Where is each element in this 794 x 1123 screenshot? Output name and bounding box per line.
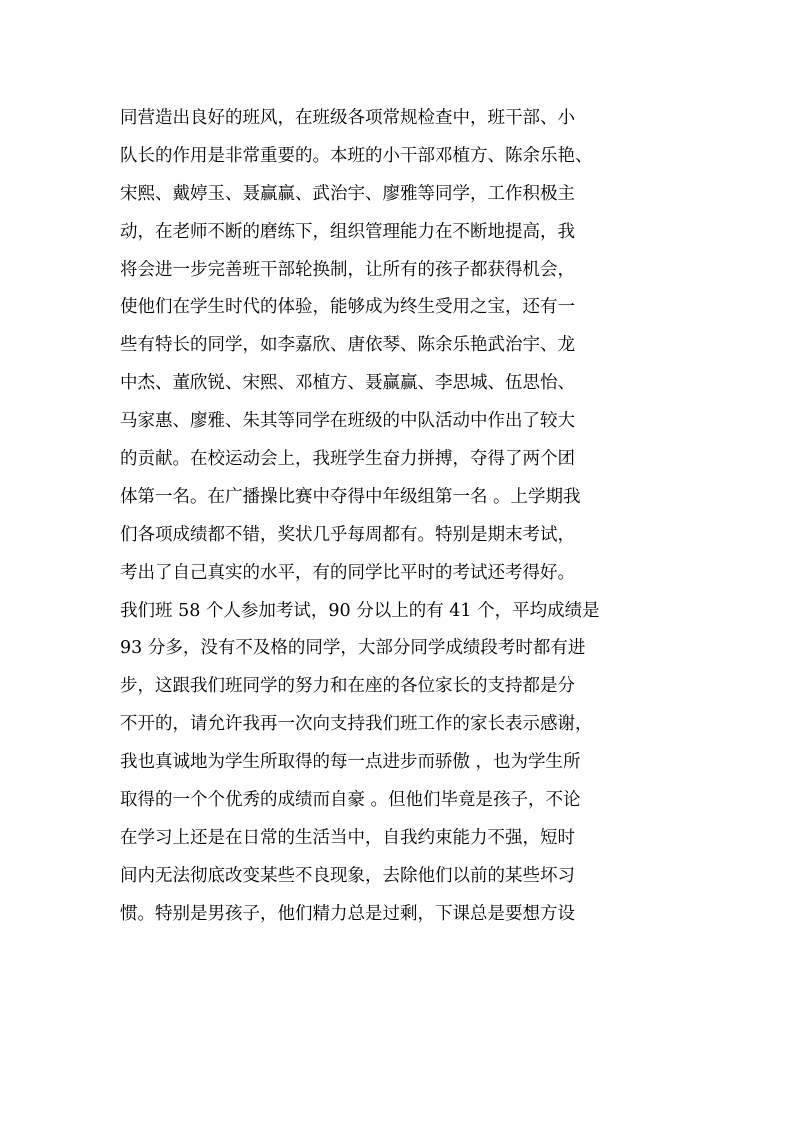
text-line: 惯。特别是男孩子，他们精力总是过剩，下课总是要想方设	[120, 903, 575, 924]
text-line: 的贡献。在校运动会上，我班学生奋力拼搏，夺得了两个团	[120, 449, 575, 470]
text-line: 考出了自己真实的水平，有的同学比平时的考试还考得好。	[120, 562, 575, 583]
text-line: 使他们在学生时代的体验，能够成为终生受用之宝，还有一	[120, 297, 575, 318]
text-line: 体第一名。在广播操比赛中夺得中年级组第一名 。上学期我	[120, 486, 581, 507]
text-line: 取得的一个个优秀的成绩而自豪 。但他们毕竟是孩子，不论	[120, 790, 581, 811]
text-line: 步，这跟我们班同学的努力和在座的各位家长的支持都是分	[120, 676, 575, 697]
text-line: 马家惠、廖雅、朱其等同学在班级的中队活动中作出了较大	[120, 411, 575, 432]
text-line: 将会进一步完善班干部轮换制，让所有的孩子都获得机会，	[120, 259, 575, 280]
text-line: 队长的作用是非常重要的。本班的小干部邓植方、陈余乐艳、	[120, 145, 593, 166]
body-text	[120, 100, 700, 934]
text-line: 我也真诚地为学生所取得的每一点进步而骄傲 ，也为学生所	[120, 752, 581, 773]
text-line: 不开的，请允许我再一次向支持我们班工作的家长表示感谢，	[120, 714, 593, 735]
text-line: 在学习上还是在日常的生活当中，自我约束能力不强，短时	[120, 827, 575, 848]
text-line: 我们班 58 个人参加考试，90 分以上的有 41 个，平均成绩是	[120, 600, 600, 621]
text-line: 间内无法彻底改变某些不良现象，去除他们以前的某些坏习	[120, 865, 575, 886]
text-line: 动，在老师不断的磨练下，组织管理能力在不断地提高，我	[120, 221, 575, 242]
text-line: 93 分多，没有不及格的同学，大部分同学成绩段考时都有进	[120, 638, 586, 659]
text-line: 些有特长的同学，如李嘉欣、唐依琴、陈余乐艳武治宇、龙	[120, 335, 575, 356]
text-line: 宋熙、戴婷玉、聂赢赢、武治宇、廖雅等同学，工作积极主	[120, 183, 575, 204]
text-line: 们各项成绩都不错，奖状几乎每周都有。特别是期末考试，	[120, 524, 575, 545]
text-line: 同营造出良好的班风，在班级各项常规检查中，班干部、小	[120, 108, 575, 128]
text-line: 中杰、董欣锐、宋熙、邓植方、聂赢赢、李思城、伍思怡、	[120, 373, 575, 394]
